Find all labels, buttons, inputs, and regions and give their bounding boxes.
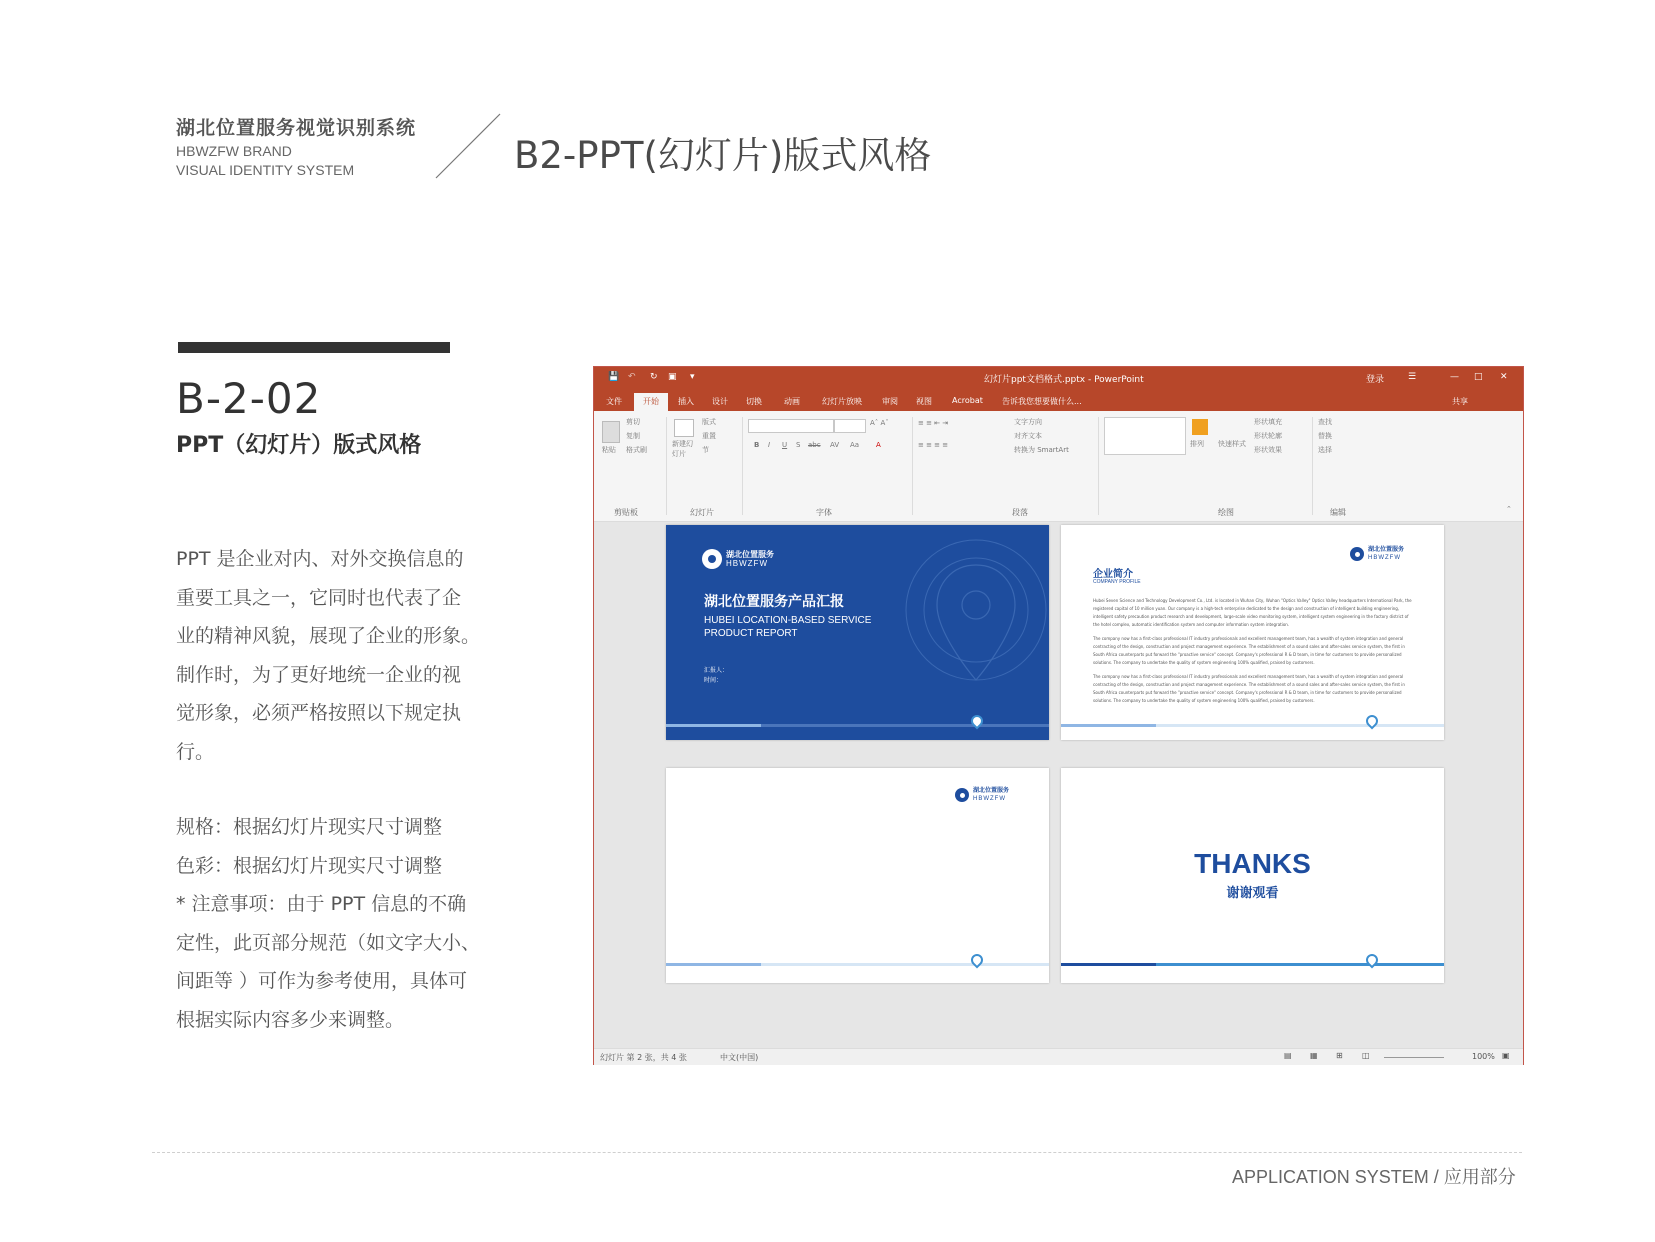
brand-subtitle-en: VISUAL IDENTITY SYSTEM	[176, 162, 355, 178]
ppt-ribbon	[594, 411, 1523, 522]
font-size-select[interactable]	[834, 419, 866, 433]
logo-name-cn: 湖北位置服务	[726, 550, 774, 559]
cover-title-en: HUBEI LOCATION-BASED SERVICE	[704, 615, 872, 626]
ppt-menubar	[594, 391, 1523, 411]
quick-styles-button[interactable]: 快速样式	[1218, 440, 1246, 448]
minimize-icon[interactable]: —	[1450, 372, 1459, 382]
cover-title-cn: 湖北位置服务产品汇报	[704, 594, 844, 610]
find-button[interactable]: 查找	[1318, 418, 1332, 426]
tell-me-search[interactable]: 告诉我您想要做什么...	[1002, 397, 1082, 406]
save-icon[interactable]: 💾	[608, 372, 620, 382]
customize-icon[interactable]: ▾	[690, 372, 695, 382]
logo-name-en: HBWZFW	[1368, 555, 1401, 561]
description-line: 行。	[176, 740, 215, 763]
section-specs	[176, 808, 506, 1039]
ribbon-group-font: 字体	[816, 508, 832, 517]
thanks-title-en: THANKS	[1194, 848, 1311, 879]
slide-content-blank[interactable]	[666, 768, 1049, 983]
ribbon-separator	[666, 417, 667, 515]
logo-name-cn: 湖北位置服务	[973, 787, 1010, 794]
brand-name-cn: 湖北位置服务视觉识别系统	[176, 117, 417, 139]
grow-font-icon[interactable]: Aˆ Aˇ	[870, 419, 889, 427]
reset-button[interactable]: 重置	[702, 432, 716, 440]
tab-animations[interactable]: 动画	[784, 397, 800, 406]
header-divider	[430, 112, 502, 184]
logo-name-cn: 湖北位置服务	[1368, 546, 1405, 553]
footer-divider	[152, 1152, 1522, 1153]
section-bar	[178, 342, 450, 353]
section-subtitle: PPT（幻灯片）版式风格	[176, 433, 422, 458]
cut-button[interactable]: 剪切	[626, 418, 640, 426]
tab-file[interactable]: 文件	[606, 397, 622, 406]
footer-label: APPLICATION SYSTEM / 应用部分	[1232, 1167, 1516, 1187]
description-line: 重要工具之一，它同时也代表了企	[176, 586, 462, 609]
description-line: 觉形象，必须严格按照以下规定执	[176, 702, 462, 724]
paste-icon[interactable]	[602, 421, 620, 443]
layout-button[interactable]: 版式	[702, 418, 716, 426]
tab-transitions[interactable]: 切换	[746, 397, 762, 406]
profile-heading-en: COMPANY PROFILE	[1093, 579, 1141, 585]
ribbon-group-slides: 幻灯片	[690, 508, 714, 517]
maximize-icon[interactable]: □	[1474, 372, 1483, 382]
profile-paragraph: The company now has a first-class professional IT industry professionals and excellent management team, has a wealth of system integration and general contracting of the design, construction and project management experience. The establishment of a sound sales and after-sales service system, the first in South Africa counterparts put forward the "proactive service" concept. Company's professional R & D team, in time for customers to provide personalized solutions. The company to undertake the quality of system engineering 100% qualified, praised by customers.	[1093, 674, 1405, 703]
arrange-icon[interactable]	[1192, 419, 1208, 435]
profile-heading-cn: 企业简介	[1093, 569, 1133, 580]
slide-progress-bar	[666, 724, 1049, 727]
slide-progress-bar	[1061, 963, 1444, 966]
description-line: 制作时，为了更好地统一企业的视	[176, 663, 462, 686]
profile-paragraph: The company now has a first-class professional IT industry professionals and excellent management team, has a wealth of system integration and general contracting of the design, construction and project management experience. The establishment of a sound sales and after-sales service system, the first in South Africa counterparts put forward the "proactive service" concept. Company's professional R & D team, in time for customers to provide personalized solutions. The company to undertake the quality of system engineering 100% qualified, praised by customers.	[1093, 636, 1405, 665]
close-icon[interactable]: ✕	[1500, 372, 1508, 382]
thanks-title-cn: 谢谢观看	[1226, 886, 1279, 901]
arrange-button[interactable]: 排列	[1190, 440, 1204, 448]
logo-name-en: HBWZFW	[726, 559, 768, 568]
fit-slide-icon[interactable]: ▣	[1502, 1051, 1510, 1060]
select-button[interactable]: 选择	[1318, 446, 1332, 454]
ribbon-separator	[912, 417, 913, 515]
slide-cover[interactable]	[666, 525, 1049, 740]
ppt-statusbar	[594, 1048, 1523, 1065]
powerpoint-window	[593, 366, 1524, 1065]
sorter-view-icon[interactable]: ⊞	[1336, 1051, 1343, 1060]
window-title: 幻灯片ppt文档格式.pptx - PowerPoint	[984, 375, 1144, 385]
paste-button[interactable]: 粘贴	[602, 446, 616, 454]
shapes-gallery[interactable]	[1104, 417, 1186, 455]
section-description	[176, 540, 506, 771]
brand-name-en: HBWZFW BRAND	[176, 143, 292, 159]
normal-view-icon[interactable]: ▦	[1310, 1051, 1318, 1060]
slide-counter: 幻灯片 第 2 张，共 4 张	[600, 1053, 687, 1062]
smartart-button[interactable]: 转换为 SmartArt	[1014, 446, 1069, 454]
new-slide-button[interactable]: 新建幻灯片	[672, 440, 693, 458]
spec-line: 根据实际内容多少来调整。	[176, 1008, 405, 1031]
spacing-icon[interactable]: AV	[830, 441, 840, 449]
shape-fill-button[interactable]: 形状填充	[1254, 418, 1282, 426]
section-button[interactable]: 节	[702, 446, 709, 454]
tab-acrobat[interactable]: Acrobat	[952, 396, 983, 405]
slide-progress-bar	[666, 963, 1049, 966]
reporter-label: 汇报人：	[704, 667, 729, 674]
logo-icon	[1350, 547, 1364, 561]
tab-review[interactable]: 审阅	[882, 397, 898, 406]
text-direction-button[interactable]: 文字方向	[1014, 418, 1042, 426]
align-text-button[interactable]: 对齐文本	[1014, 432, 1042, 440]
ribbon-group-editing: 编辑	[1330, 508, 1346, 517]
italic-icon[interactable]: I	[768, 441, 771, 449]
ribbon-separator	[742, 417, 743, 515]
ppt-titlebar	[594, 367, 1523, 391]
profile-logo	[1350, 545, 1404, 563]
bold-icon[interactable]: B	[754, 441, 760, 449]
new-slide-icon[interactable]	[674, 419, 694, 437]
description-line: PPT 是企业对内、对外交换信息的	[176, 548, 464, 570]
ribbon-group-drawing: 绘图	[1218, 508, 1234, 517]
spec-line: 色彩：根据幻灯片现实尺寸调整	[176, 854, 443, 877]
logo-icon	[702, 549, 722, 569]
spec-line: * 注意事项：由于 PPT 信息的不确	[176, 893, 467, 915]
case-icon[interactable]: Aa	[850, 441, 860, 449]
replace-button[interactable]: 替换	[1318, 432, 1332, 440]
bullets-icon[interactable]: ≡ ≡ ⇤ ⇥	[918, 419, 949, 427]
tab-design[interactable]: 设计	[712, 397, 728, 406]
ribbon-options-icon[interactable]: ☰	[1408, 372, 1417, 382]
tab-slideshow[interactable]: 幻灯片放映	[822, 397, 862, 406]
font-family-select[interactable]	[748, 419, 834, 433]
collapse-ribbon-icon[interactable]: ⌃	[1506, 505, 1512, 513]
slide-thanks[interactable]	[1061, 768, 1444, 983]
logo-icon	[955, 788, 969, 802]
spec-line: 间距等 ）可作为参考使用，具体可	[176, 970, 468, 992]
format-painter-button[interactable]: 格式刷	[626, 446, 647, 454]
zoom-slider[interactable]	[1384, 1057, 1444, 1058]
strikethrough-icon[interactable]: abc	[808, 441, 821, 449]
spec-line: 定性，此页部分规范（如文字大小、	[176, 931, 481, 954]
ribbon-group-paragraph: 段落	[1012, 508, 1028, 517]
content-logo	[955, 786, 1009, 804]
slide-progress-bar	[1061, 724, 1444, 727]
shape-effects-button[interactable]: 形状效果	[1254, 446, 1282, 454]
zoom-level[interactable]: 100%	[1472, 1052, 1495, 1061]
sign-in-link[interactable]: 登录	[1366, 375, 1385, 385]
spec-line: 规格：根据幻灯片现实尺寸调整	[176, 816, 443, 838]
description-line: 业的精神风貌，展现了企业的形象。	[176, 625, 481, 647]
align-icon[interactable]: ≡ ≡ ≡ ≡	[918, 441, 949, 449]
location-pin-decoration	[901, 535, 1049, 725]
ribbon-separator	[1312, 417, 1313, 515]
share-button[interactable]: 共享	[1452, 397, 1468, 406]
ribbon-group-clipboard: 剪贴板	[614, 508, 638, 517]
reading-view-icon[interactable]: ◫	[1362, 1051, 1370, 1060]
profile-paragraph: Hubei Seven Science and Technology Development Co., Ltd. is located in Wuhan City, Wuhan "Optics Valley" Optics Valley headquarters International Park, the registered capital of 10 million yuan. Our company is a high-tech enterprise dedicated to the design and construction of intelligent building engineering, intelligent safety precaution product research and development, large-scale video monitoring system, intelligent system engineering in the factory district of the hotel complex, automatic identification system and computer information system integration.	[1093, 598, 1412, 627]
notes-icon[interactable]: ▤	[1284, 1051, 1292, 1060]
language-status[interactable]: 中文(中国)	[720, 1053, 759, 1062]
time-label: 时间：	[704, 677, 723, 684]
cover-subtitle-en: PRODUCT REPORT	[704, 628, 798, 639]
slideshow-icon[interactable]: ▣	[668, 372, 677, 382]
font-color-icon[interactable]: A	[876, 441, 881, 449]
page-title: B2-PPT(幻灯片)版式风格	[514, 134, 932, 177]
section-code: B-2-02	[176, 374, 322, 423]
shape-outline-button[interactable]: 形状轮廓	[1254, 432, 1282, 440]
tab-home[interactable]: 开始	[634, 393, 668, 411]
redo-icon[interactable]: ↻	[650, 372, 658, 382]
tab-view[interactable]: 视图	[916, 397, 932, 406]
undo-icon[interactable]: ↶	[628, 372, 636, 382]
copy-button[interactable]: 复制	[626, 432, 640, 440]
tab-insert[interactable]: 插入	[678, 397, 694, 406]
cover-logo	[702, 549, 774, 569]
underline-icon[interactable]: U	[782, 441, 788, 449]
logo-name-en: HBWZFW	[973, 796, 1006, 802]
shadow-icon[interactable]: S	[796, 441, 801, 449]
slide-company-profile[interactable]	[1061, 525, 1444, 740]
ribbon-separator	[1098, 417, 1099, 515]
